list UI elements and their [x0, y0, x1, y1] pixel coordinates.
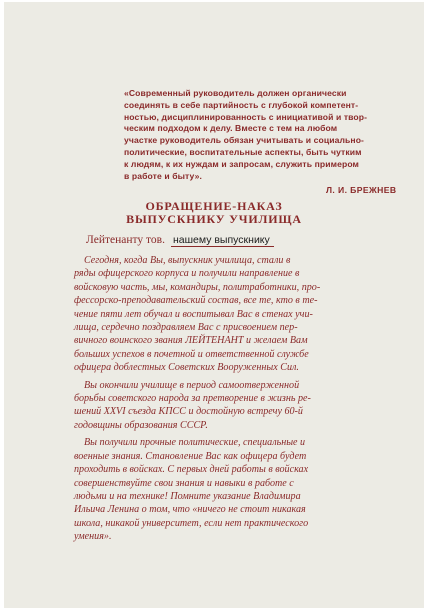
certificate-sheet: [4, 2, 424, 608]
addressee-prefix: Лейтенанту тов.: [86, 234, 165, 246]
body-paragraph-2: Вы окончили училище в период самоотверженной борьбы советского народа за претворение в жизнь ре- шений XXVI съезда КПСС и достойную встречу 60-й годовщины образования СССР.: [74, 379, 311, 431]
quote-text: «Современный руководитель должен органически соединять в себе партийность с глубокой компетент- ностью, дисциплинированность с инициативой и твор- ческим подходом к делу. Вместе с тем на любом участке руководитель обязан учитывать и социально- политические, воспитательные аспекты, быть чутким к людям, к их нуждам и запросам, служить примером в работе и быту».: [124, 88, 368, 181]
addressee-line: [86, 234, 274, 247]
document-title-line1: ОБРАЩЕНИЕ-НАКАЗ: [145, 199, 283, 213]
brezhnev-quote: [124, 88, 394, 182]
document-title-line2: ВЫПУСКНИКУ УЧИЛИЩА: [126, 212, 302, 226]
quote-author: Л. И. БРЕЖНЕВ: [326, 185, 397, 195]
address-body: [74, 254, 392, 548]
body-paragraph-3: Вы получили прочные политические, специальные и военные знания. Становление Вас как офицера будет проходить в войсках. С первых дней работы в войсках совершенствуйте свои знания и навыки в работе с людьми и на технике! Помните указание Владимира Ильича Ленина о том, что «ничего не стоит никакая школа, никакой университет, если нет практического умения».: [74, 437, 309, 543]
body-paragraph-1: Сегодня, когда Вы, выпускник училища, стали в ряды офицерского корпуса и получили направление в войсковую часть, мы, командиры, политработники, про- фессорско-преподавательский состав, все те, кто в те- чение пяти лет обучал и воспитывал Вас в стенах учи- лища, сердечно поздравляем Вас с присвоением пер- вичного воинского звания ЛЕЙТЕНАНТ и желаем Вам больших успехов в почетной и ответственной службе офицера доблестных Советских Вооруженных Сил.: [74, 255, 321, 374]
addressee-filled-in: нашему выпускнику: [171, 234, 274, 247]
